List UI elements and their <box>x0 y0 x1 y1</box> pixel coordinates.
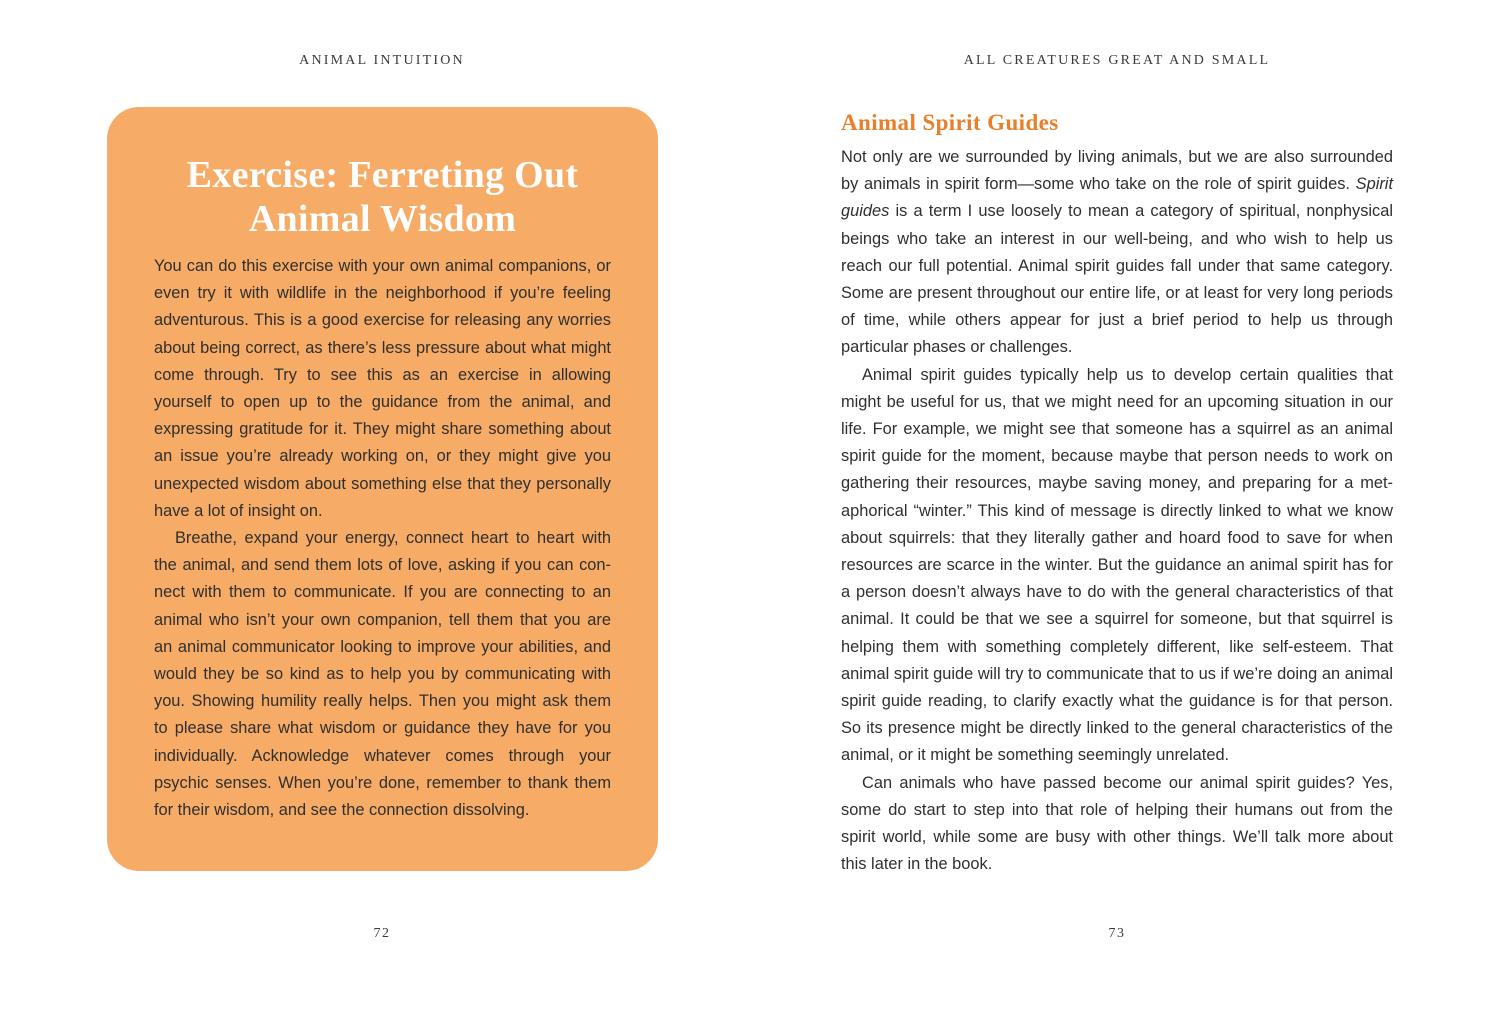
page-number-right: 73 <box>1108 926 1126 941</box>
exercise-title <box>154 153 611 241</box>
page-number-left: 72 <box>373 926 391 941</box>
right-page-content <box>841 108 1393 878</box>
exercise-title-line-1: Exercise: Ferreting Out <box>186 154 579 196</box>
body-paragraph-1 <box>841 144 1393 362</box>
body-paragraph-1-end: is a term I use loosely to mean a category of spiritual, nonphysical beings who take an interest in our well-being, and who wish to help us reach our full potential. Animal spirit guides fall under that same category. Some are present throughout our entire life, or at least for very long periods of time, while others appear for just a brief period to help us through particular phases or challenges. <box>841 202 1393 357</box>
running-head-right: ALL CREATURES GREAT AND SMALL <box>963 53 1271 68</box>
spirit-guides-term: Spirit guides <box>841 175 1393 221</box>
running-head-left: ANIMAL INTUITION <box>299 53 465 68</box>
exercise-body <box>154 253 611 824</box>
exercise-title-line-2: Animal Wisdom <box>248 198 517 240</box>
exercise-sidebar-box <box>107 107 658 871</box>
exercise-paragraph-1: You can do this exercise with your own animal companions, or even try it with wildlife in the neighborhood if you’re feeling adventurous. This is a good exercise for releasing any worries about being correct, as there’s less pressure about what might come through. Try to see this as an exercise in allowing yourself to open up to the guidance from the animal, and expressing gratitude for it. They might share something about an issue you’re already working on, or they might give you unexpected wisdom about something else that they personally have a lot of insight on. <box>154 257 611 520</box>
section-heading: Animal Spirit Guides <box>841 110 1059 135</box>
exercise-paragraph-2: Breathe, expand your energy, connect heart to heart with the animal, and send them lots of love, asking if you can connect with them to communicate. If you are connecting to an animal who isn’t your own companion, tell them that you are an animal communicator looking to improve your abilities, and would they be so kind as to help you by communicating with you. Showing humility really helps. Then you might ask them to please share what wisdom or guidance they have for you individually. Acknowledge whatever comes through your psychic senses. When you’re done, remember to thank them for their wisdom, and see the connection dissolving. <box>154 529 611 820</box>
body-paragraph-3: Can animals who have passed become our animal spirit guides? Yes, some do start to step into that role of helping their humans out from the spirit world, while some are busy with other things. We’ll talk more about this later in the book. <box>841 773 1393 874</box>
body-paragraph-1-start: Not only are we surrounded by living animals, but we are also surrounded by animals in spirit form—some who take on the role of spirit guides. <box>841 148 1393 194</box>
section-body <box>841 144 1393 878</box>
body-paragraph-2: Animal spirit guides typically help us to develop certain qualities that might be useful for us, that we might need for an upcoming situation in our life. For example, we might see that someone has a squirrel as an animal spirit guide for the moment, because maybe that person needs to work on gathering their resources, maybe saving money, and preparing for a metaphorical “winter.” This kind of message is directly linked to what we know about squirrels: that they literally gather and hoard food to save for when resources are scarce in the winter. But the guidance an animal spirit has for a person doesn’t always have to do with the general characteristics of that animal. It could be that we see a squirrel for someone, but that squirrel is helping them with something completely different, like self-esteem. That animal spirit guide will try to communicate that to us if we’re doing an animal spirit guide reading, to clarify exactly what the guidance is for that person. So its presence might be directly linked to the general characteristics of the animal, or it might be something seemingly unrelated. <box>841 365 1393 765</box>
